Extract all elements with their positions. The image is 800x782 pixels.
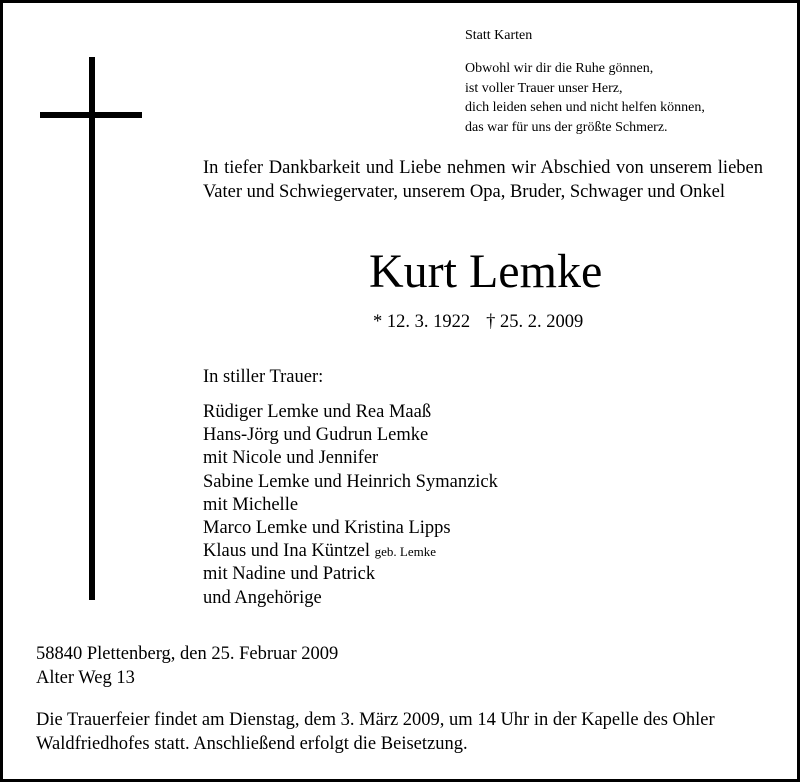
mourner-line (203, 540, 498, 563)
mourner-line: und Angehörige (203, 587, 322, 608)
ceremony-text: Die Trauerfeier findet am Dienstag, dem 3. März 2009, um 14 Uhr in der Kapelle des Ohler Waldfriedhofes statt. Anschließend erfolgt die Beisetzung. (36, 710, 715, 754)
intro-text: In tiefer Dankbarkeit und Liebe nehmen wir Abschied von unserem lieben Vater und Schwiegervater, unserem Opa, Bruder, Schwager und Onkel (203, 158, 763, 202)
mourner-line: Sabine Lemke und Heinrich Symanzick (203, 471, 498, 492)
place-date: 58840 Plettenberg, den 25. Februar 2009 (36, 644, 339, 664)
poem-line: dich leiden sehen und nicht helfen können, (465, 100, 705, 115)
street: Alter Weg 13 (36, 667, 135, 688)
mourner-names: Klaus und Ina Küntzel (203, 541, 370, 562)
death-date: † 25. 2. 2009 (486, 312, 584, 332)
poem-line: ist voller Trauer unser Herz, (465, 80, 623, 96)
statt-karten-label: Statt Karten (465, 28, 533, 43)
cross-icon (89, 57, 95, 600)
poem-line: Obwohl wir dir die Ruhe gönnen, (465, 61, 654, 76)
mourner-line: mit Michelle (203, 494, 299, 515)
mourning-label: In stiller Trauer: (203, 367, 324, 387)
deceased-name: Kurt Lemke (369, 245, 603, 298)
mourner-line: Marco Lemke und Kristina Lipps (203, 518, 451, 539)
cross-icon-bar (40, 112, 142, 118)
poem-line: das war für uns der größte Schmerz. (465, 119, 668, 135)
life-dates (373, 312, 583, 333)
poem (465, 59, 705, 137)
maiden-name-note: geb. Lemke (374, 544, 436, 560)
mourner-line: Rüdiger Lemke und Rea Maaß (203, 402, 432, 422)
mourner-line: Hans-Jörg und Gudrun Lemke (203, 425, 429, 446)
address-block (36, 643, 338, 690)
mourner-line: mit Nicole und Jennifer (203, 448, 379, 469)
mourner-list (203, 401, 498, 610)
birth-date: * 12. 3. 1922 (373, 312, 471, 332)
mourner-line: mit Nadine und Patrick (203, 564, 376, 585)
